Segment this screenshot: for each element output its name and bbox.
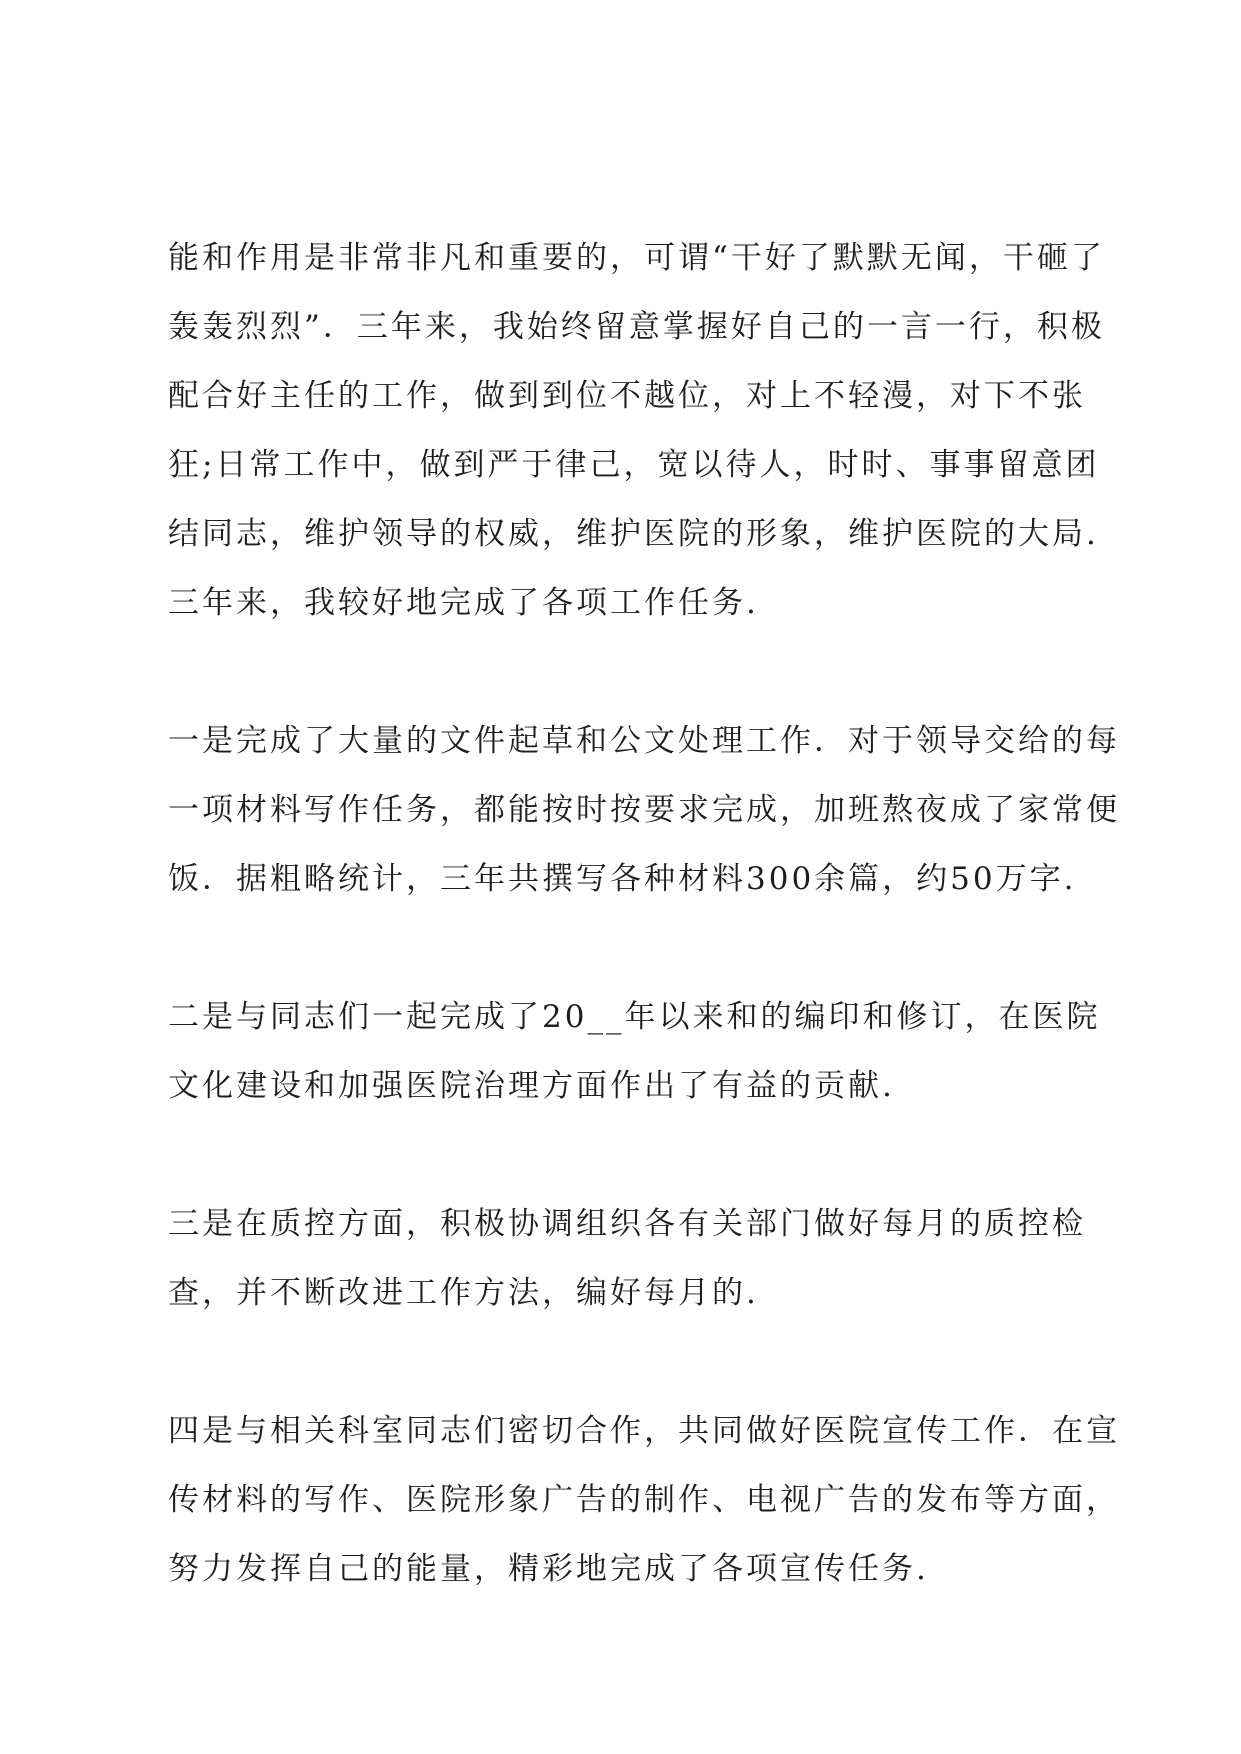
- text-line: 结同志，维护领导的权威，维护医院的形象，维护医院的大局.: [168, 516, 1099, 552]
- paragraph-intro: [168, 224, 1105, 638]
- text-line: 一项材料写作任务，都能按时按要求完成，加班熬夜成了家常便: [168, 792, 1120, 828]
- text-line: 文化建设和加强医院治理方面作出了有益的贡献.: [168, 1068, 895, 1104]
- text-line: 努力发挥自己的能量，精彩地完成了各项宣传任务.: [168, 1551, 929, 1587]
- text-line: 能和作用是非常非凡和重要的，可谓“干好了默默无闻，干砸了: [168, 240, 1105, 276]
- text-line: 狂;日常工作中，做到严于律己，宽以待人，时时、事事留意团: [168, 447, 1100, 483]
- document-body: [168, 224, 1120, 1673]
- text-line: 轰轰烈烈”．三年来，我始终留意掌握好自己的一言一行，积极: [168, 309, 1105, 345]
- text-line: 一是完成了大量的文件起草和公文处理工作．对于领导交给的每: [168, 723, 1120, 759]
- text-line: 配合好主任的工作，做到到位不越位，对上不轻漫，对下不张: [168, 378, 1086, 414]
- paragraph-item-2: [168, 983, 1101, 1121]
- paragraph-item-4: [168, 1397, 1120, 1604]
- text-line: 四是与相关科室同志们密切合作，共同做好医院宣传工作．在宣: [168, 1413, 1120, 1449]
- text-line: 二是与同志们一起完成了20__年以来和的编印和修订，在医院: [168, 999, 1101, 1035]
- text-line: 三是在质控方面，积极协调组织各有关部门做好每月的质控检: [168, 1206, 1086, 1242]
- paragraph-item-1: [168, 707, 1120, 914]
- text-line: 饭．据粗略统计，三年共撰写各种材料300余篇，约50万字.: [168, 861, 1077, 897]
- text-line: 查，并不断改进工作方法，编好每月的.: [168, 1275, 759, 1311]
- text-line: 传材料的写作、医院形象广告的制作、电视广告的发布等方面，: [168, 1482, 1120, 1518]
- paragraph-item-3: [168, 1190, 1098, 1328]
- text-line: 三年来，我较好地完成了各项工作任务.: [168, 585, 759, 621]
